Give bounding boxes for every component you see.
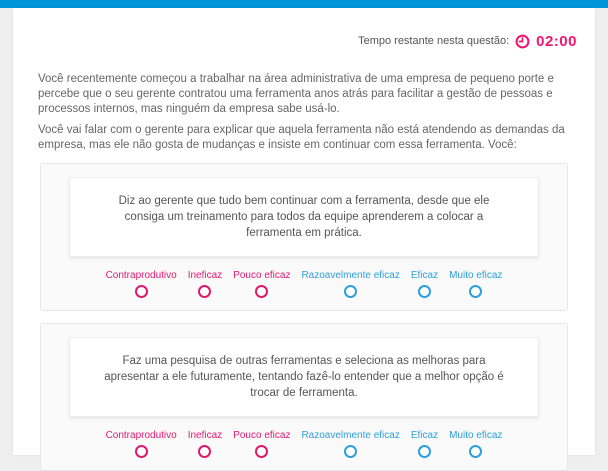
rating-radio-razoavelmente-eficaz[interactable] (344, 445, 357, 458)
rating-radio-eficaz[interactable] (418, 445, 431, 458)
rating-option-label: Ineficaz (187, 270, 223, 281)
rating-option-label: Pouco eficaz (233, 270, 291, 281)
rating-radio-pouco-eficaz[interactable] (255, 285, 268, 298)
rating-option-label: Razoavelmente eficaz (301, 430, 400, 441)
rating-radio-contraprodutivo[interactable] (135, 285, 148, 298)
timer-row (13, 8, 595, 50)
rating-scale-1 (69, 270, 539, 298)
rating-radio-ineficaz[interactable] (198, 445, 211, 458)
rating-option-label: Muito eficaz (449, 270, 503, 281)
rating-option-eficaz (411, 270, 438, 298)
question-text (38, 72, 570, 153)
rating-radio-ineficaz[interactable] (198, 285, 211, 298)
rating-option-ineficaz (188, 270, 222, 298)
rating-option-pouco-eficaz (233, 430, 290, 458)
rating-option-label: Razoavelmente eficaz (301, 270, 400, 281)
timer-label: Tempo restante nesta questão: (358, 35, 510, 47)
rating-option-label: Pouco eficaz (233, 430, 291, 441)
timer-value: 02:00 (536, 32, 577, 50)
clock-icon (515, 34, 530, 49)
rating-radio-muito-eficaz[interactable] (469, 285, 482, 298)
rating-option-ineficaz (188, 430, 222, 458)
rating-scale-2 (69, 430, 539, 458)
rating-option-muito-eficaz (449, 270, 502, 298)
answer-text-2: Faz uma pesquisa de outras ferramentas e seleciona as melhoras para apresentar a ele futuramente, tentando fazê-lo entender que a melhor opção é trocar de ferramenta. (69, 337, 539, 417)
rating-option-pouco-eficaz (233, 270, 290, 298)
answer-text-1: Diz ao gerente que tudo bem continuar com a ferramenta, desde que ele consiga um treinamento para todos da equipe aprenderem a colocar a ferramenta em prática. (69, 177, 539, 257)
rating-radio-pouco-eficaz[interactable] (255, 445, 268, 458)
rating-option-label: Muito eficaz (449, 430, 503, 441)
rating-option-label: Contraprodutivo (105, 270, 177, 281)
rating-option-eficaz (411, 430, 438, 458)
question-paragraph-1: Você recentemente começou a trabalhar na área administrativa de uma empresa de pequeno porte e percebe que o seu gerente contratou uma ferramenta anos atrás para facilitar a gestão de pessoas e processos internos, mas ninguém da empresa sabe usá-lo. (38, 73, 554, 115)
rating-option-contraprodutivo (106, 270, 177, 298)
rating-option-label: Contraprodutivo (105, 430, 177, 441)
rating-radio-muito-eficaz[interactable] (469, 445, 482, 458)
rating-option-label: Eficaz (410, 270, 439, 281)
rating-radio-razoavelmente-eficaz[interactable] (344, 285, 357, 298)
rating-option-contraprodutivo (106, 430, 177, 458)
top-accent-bar (0, 0, 608, 8)
rating-radio-contraprodutivo[interactable] (135, 445, 148, 458)
main-panel (13, 8, 595, 455)
answer-card-2 (40, 323, 568, 471)
rating-radio-eficaz[interactable] (418, 285, 431, 298)
rating-option-muito-eficaz (449, 430, 502, 458)
answer-card-1 (40, 163, 568, 311)
rating-option-razoavelmente-eficaz (301, 430, 399, 458)
question-paragraph-2: Você vai falar com o gerente para explicar que aquela ferramenta não está atendendo as demandas da empresa, mas ele não gosta de mudanças e insiste em continuar com essa ferramenta. Você: (38, 124, 565, 151)
rating-option-label: Ineficaz (187, 430, 223, 441)
rating-option-label: Eficaz (410, 430, 439, 441)
rating-option-razoavelmente-eficaz (301, 270, 399, 298)
